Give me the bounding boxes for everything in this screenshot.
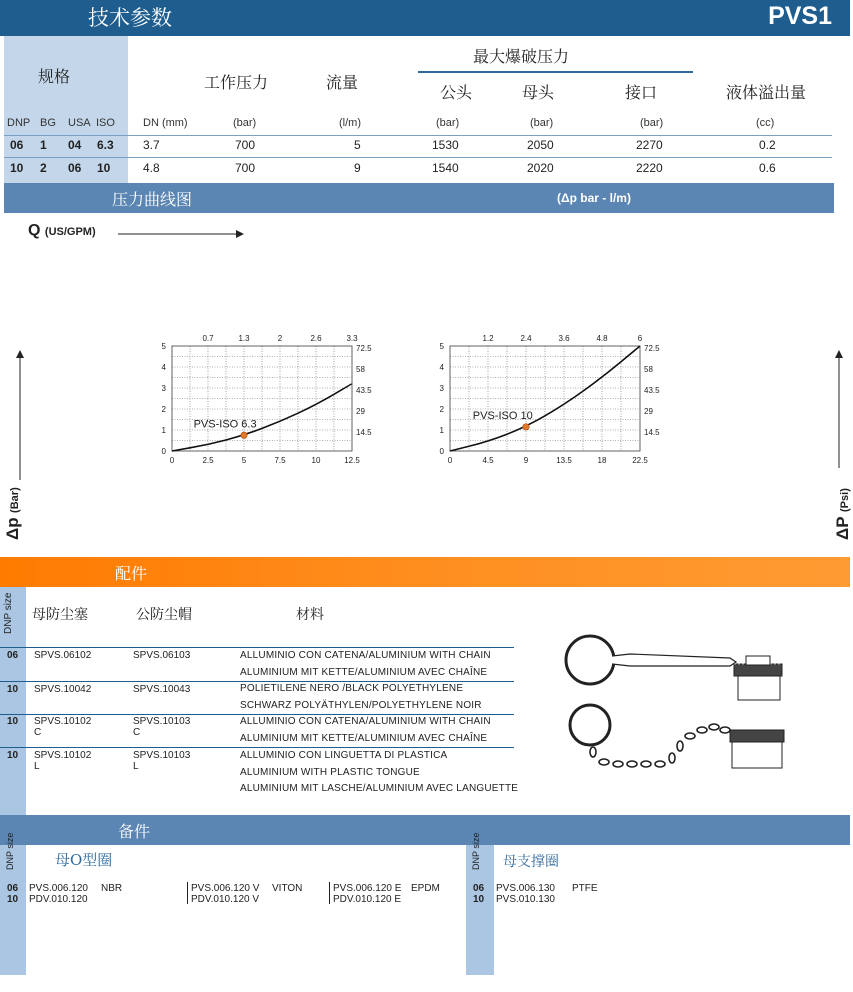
y-tick-label: 0 (439, 447, 444, 456)
y-tick-label: 5 (161, 342, 166, 351)
spec-rule (4, 157, 832, 158)
dust-cap-illustration (560, 630, 800, 780)
divider (329, 882, 330, 904)
y-tick-label: 2 (439, 405, 444, 414)
col-material: 材料 (296, 607, 324, 623)
x-tick-label: 13.5 (556, 456, 572, 465)
cell: 0.6 (759, 161, 776, 175)
dp-left-arrow-icon (14, 350, 26, 480)
acc-material (240, 714, 491, 747)
cell: 1530 (432, 138, 459, 152)
max-burst-heading: 最大爆破压力 (473, 47, 570, 66)
y-tick-label: 0 (161, 447, 166, 456)
cell: 6.3 (97, 138, 114, 152)
material-line: ALUMINIUM MIT LASCHE/ALUMINIUM AVEC LANGUETTE (240, 783, 519, 794)
spares-title: 备件 (118, 822, 151, 841)
cell: 9 (354, 161, 361, 175)
right-tick-label: 43.5 (356, 386, 372, 395)
material-line: ALUMINIUM MIT KETTE/ALUMINIUM AVEC CHAÎNE (240, 666, 488, 678)
backup-title: 母支撑圈 (503, 854, 559, 870)
code: PVS.010.130 (496, 894, 555, 905)
dp-left-symbol: Δp (3, 517, 22, 540)
y-tick-label: 4 (161, 363, 166, 372)
code: PVS.006.120 V (191, 883, 260, 894)
right-tick-label: 14.5 (644, 428, 660, 437)
ptfe-codes (496, 883, 555, 905)
size: 10 (473, 894, 485, 905)
cell: 06 (68, 161, 82, 175)
spares-sizes-2 (473, 883, 484, 905)
cell: 10 (97, 161, 111, 175)
col-male-cap: 公防尘帽 (136, 607, 192, 623)
series-label: PVS-ISO 6.3 (193, 418, 257, 431)
q-symbol: Q (28, 222, 41, 239)
curve-title: 压力曲线图 (112, 190, 193, 209)
acc-female-code: SPVS.10102 L (34, 750, 92, 772)
epdm-codes (333, 883, 401, 905)
curve-bar (4, 183, 834, 213)
right-tick-label: 29 (644, 407, 653, 416)
spares-size-label-2: DNP size (471, 832, 481, 870)
x-tick-label: 10 (311, 456, 321, 465)
coupled-heading: 接口 (625, 83, 658, 102)
dp-right-symbol: ΔP (833, 516, 852, 540)
q-unit: (US/GPM) (44, 226, 96, 238)
cell: 0.2 (759, 138, 776, 152)
chart-pvs-iso-6-3 (150, 326, 400, 471)
col-wp-unit: (bar) (233, 117, 257, 129)
acc-size: 10 (7, 750, 19, 761)
viton-label: VITON (272, 883, 303, 894)
divider (187, 882, 188, 904)
y-tick-label: 1 (439, 426, 444, 435)
top-tick-label: 1.2 (482, 334, 494, 343)
y-tick-label: 5 (439, 342, 444, 351)
acc-material (240, 748, 518, 798)
burst-underline (418, 71, 693, 73)
cell: 04 (68, 138, 82, 152)
cell: 2270 (636, 138, 663, 152)
acc-material (240, 681, 482, 714)
acc-male-code: SPVS.10043 (133, 684, 191, 695)
code: PVS.006.120 E (333, 883, 402, 894)
cell: 700 (235, 138, 256, 152)
top-tick-label: 4.8 (596, 334, 608, 343)
dp-left-label (3, 487, 23, 540)
col-female-unit: (bar) (530, 117, 554, 129)
accessories-title: 配件 (115, 564, 148, 583)
cell: 2020 (527, 161, 554, 175)
material-line: ALUMINIUM WITH PLASTIC TONGUE (240, 766, 420, 778)
code: PVS.006.120 (29, 883, 88, 894)
col-dn: DN (mm) (143, 117, 188, 129)
cell: 1 (40, 138, 47, 152)
x-tick-label: 0 (169, 456, 175, 465)
nbr-codes (29, 883, 88, 905)
y-tick-label: 4 (439, 363, 444, 372)
acc-size: 10 (7, 684, 19, 695)
top-tick-label: 1.3 (238, 334, 250, 343)
series-label: PVS-ISO 10 (472, 409, 533, 422)
col-male-unit: (bar) (436, 117, 460, 129)
top-tick-label: 3.3 (346, 334, 358, 343)
x-tick-label: 22.5 (632, 456, 648, 465)
spares-bar (0, 815, 850, 845)
acc-male-code: SPVS.10103 L (133, 750, 191, 772)
y-tick-label: 3 (161, 384, 166, 393)
acc-header-bg (26, 592, 516, 644)
y-tick-label: 3 (439, 384, 444, 393)
x-tick-label: 9 (523, 456, 529, 465)
chart-pvs-iso-10 (428, 326, 688, 471)
oring-title: 母O型圈 (55, 851, 113, 869)
dp-right-unit: (Psi) (839, 488, 851, 512)
material-line: ALLUMINIO CON LINGUETTA DI PLASTICA (240, 750, 448, 761)
flow-heading: 流量 (326, 73, 359, 92)
x-tick-label: 18 (597, 456, 607, 465)
acc-male-code: SPVS.06103 (133, 650, 191, 661)
size: 06 (473, 883, 485, 894)
size: 10 (7, 894, 19, 905)
acc-female-code: SPVS.10042 (34, 684, 92, 695)
cell: 4.8 (143, 161, 160, 175)
spec-label: 规格 (38, 67, 71, 86)
female-heading: 母头 (522, 83, 555, 102)
cell: 3.7 (143, 138, 160, 152)
top-tick-label: 3.6 (558, 334, 570, 343)
code: PVS.006.130 (496, 883, 555, 894)
header-bar (0, 0, 850, 36)
cell: 700 (235, 161, 256, 175)
dp-right-label (833, 488, 853, 540)
cell: 2220 (636, 161, 663, 175)
spillage-heading: 液体溢出量 (726, 83, 807, 102)
acc-female-code: SPVS.06102 (34, 650, 92, 661)
right-tick-label: 72.5 (644, 344, 660, 353)
right-tick-label: 14.5 (356, 428, 372, 437)
right-tick-label: 58 (644, 365, 653, 374)
material-line: SCHWARZ POLYÄTHYLEN/POLYETHYLENE NOIR (240, 699, 482, 711)
spares-sizes (7, 883, 18, 905)
col-spill-unit: (cc) (756, 117, 775, 129)
cell: 1540 (432, 161, 459, 175)
q-arrow-icon (118, 228, 244, 240)
epdm-label: EPDM (411, 883, 440, 894)
operating-point-marker (241, 432, 247, 438)
acc-male-code: SPVS.10103 C (133, 716, 191, 738)
code: PDV.010.120 V (191, 894, 260, 905)
nbr-label: NBR (101, 883, 123, 894)
col-usa: USA (68, 117, 91, 129)
x-tick-label: 0 (447, 456, 453, 465)
code: PDV.010.120 E (333, 894, 402, 905)
top-tick-label: 6 (637, 334, 643, 343)
x-tick-label: 5 (241, 456, 247, 465)
acc-size: 10 (7, 716, 19, 727)
male-heading: 公头 (440, 83, 473, 102)
material-line: ALUMINIUM MIT KETTE/ALUMINIUM AVEC CHAÎNE (240, 732, 488, 744)
cell: 2 (40, 161, 47, 175)
material-line: ALLUMINIO CON CATENA/ALUMINIUM WITH CHAIN (240, 716, 491, 727)
cell: 2050 (527, 138, 554, 152)
cell: 5 (354, 138, 361, 152)
code: PDV.010.120 (29, 894, 88, 905)
top-tick-label: 2.4 (520, 334, 532, 343)
col-flow-unit: (l/m) (339, 117, 361, 129)
acc-size-label: DNP size (3, 592, 14, 634)
x-tick-label: 4.5 (482, 456, 494, 465)
col-bg: BG (40, 117, 56, 129)
col-iso: ISO (96, 117, 115, 129)
curve-unit: (Δp bar - l/m) (557, 191, 631, 205)
col-coupled-unit: (bar) (640, 117, 664, 129)
acc-size: 06 (7, 650, 19, 661)
q-label (28, 222, 96, 240)
dp-left-unit: (Bar) (9, 487, 21, 513)
right-tick-label: 29 (356, 407, 365, 416)
dp-right-arrow-icon (833, 350, 845, 468)
material-line: POLIETILENE NERO /BLACK POLYETHYLENE (240, 683, 464, 694)
cell: 06 (10, 138, 24, 152)
cell: 10 (10, 161, 24, 175)
model-code: PVS1 (768, 2, 832, 30)
spec-rule (4, 135, 832, 136)
page-title: 技术参数 (88, 6, 172, 30)
acc-female-code: SPVS.10102 C (34, 716, 92, 738)
y-tick-label: 1 (161, 426, 166, 435)
size: 06 (7, 883, 19, 894)
spares-size-label: DNP size (5, 832, 15, 870)
acc-material (240, 648, 491, 681)
x-tick-label: 7.5 (274, 456, 286, 465)
y-tick-label: 2 (161, 405, 166, 414)
x-tick-label: 12.5 (344, 456, 360, 465)
material-line: ALLUMINIO CON CATENA/ALUMINIUM WITH CHAIN (240, 650, 491, 661)
right-tick-label: 72.5 (356, 344, 372, 353)
right-tick-label: 58 (356, 365, 365, 374)
viton-codes (191, 883, 259, 905)
ptfe-label: PTFE (572, 883, 598, 894)
col-female-cap: 母防尘塞 (32, 607, 88, 623)
working-pressure-heading: 工作压力 (204, 73, 269, 92)
top-tick-label: 2 (277, 334, 283, 343)
top-tick-label: 2.6 (310, 334, 322, 343)
top-tick-label: 0.7 (202, 334, 214, 343)
x-tick-label: 2.5 (202, 456, 214, 465)
operating-point-marker (523, 424, 529, 430)
right-tick-label: 43.5 (644, 386, 660, 395)
accessories-bar (0, 557, 850, 587)
col-dnp: DNP (7, 117, 31, 129)
